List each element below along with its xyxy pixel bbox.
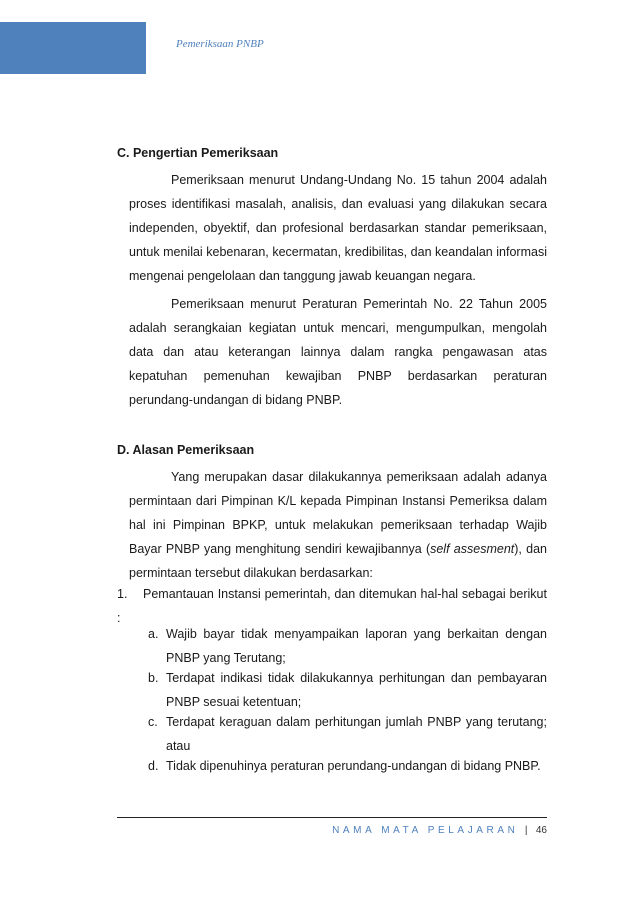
section-d-paragraph-end: ), dan permintaan tersebut dilakukan berdasarkan: [129,542,548,580]
sub-item-text: Wajib bayar tidak menyampaikan laporan yang berkaitan dengan PNBP yang Terutang; [166,627,547,665]
item-text: Pemantauan Instansi pemerintah, dan ditemukan hal-hal sebagai berikut : [117,587,547,625]
section-c-paragraph-1 [129,168,547,288]
section-c-paragraph-2 [129,292,547,412]
sub-item-letter: c. [148,715,158,729]
section-d-heading: D. Alasan Pemeriksaan [117,443,255,457]
section-d-italic-term: self assesment [430,542,515,556]
sub-item-text: Tidak dipenuhinya peraturan perundang-undangan di bidang PNBP. [166,759,541,773]
sub-item-letter: a. [148,627,159,641]
sub-item-text: Terdapat keraguan dalam perhitungan jumlah PNBP yang terutang; atau [166,715,547,753]
sub-item-b [148,666,547,714]
item-number: 1. [117,587,128,601]
footer-separator: | [524,825,528,836]
running-header: Pemeriksaan PNBP [176,38,264,50]
sub-item-c [148,710,547,758]
footer-subject: NAMA MATA PELAJARAN [332,825,519,836]
sub-item-text: Terdapat indikasi tidak dilakukannya perhitungan dan pembayaran PNBP sesuai ketentuan; [166,671,547,709]
page-number: 46 [535,825,547,836]
section-d-paragraph-text: Yang merupakan dasar dilakukannya pemeriksaan adalah adanya permintaan dari Pimpinan K/L kepada Pimpinan Instansi Pemeriksa dalam hal ini Pimpinan BPKP, untuk melakukan pemeriksaan terhadap Wajib Bayar PNBP yang menghitung sendiri kewajibannya ( [129,470,547,556]
sub-item-a [148,622,547,670]
section-c-paragraph-1-text: Pemeriksaan menurut Undang-Undang No. 15 tahun 2004 adalah proses identifikasi masalah, analisis, dan evaluasi yang dilakukan secara independen, obyektif, dan profesional berdasarkan standar pemeriksaan, untuk menilai kebenaran, kecermatan, kredibilitas, dan keandalan informasi mengenai pengelolaan dan tanggung jawab keuangan negara. [129,173,547,283]
sub-item-d [148,754,547,778]
sub-item-letter: b. [148,671,159,685]
footer [332,825,547,836]
section-d-paragraph-1 [129,465,547,585]
header-color-block [0,22,146,74]
section-c-paragraph-2-text: Pemeriksaan menurut Peraturan Pemerintah No. 22 Tahun 2005 adalah serangkaian kegiatan untuk mencari, mengumpulkan, mengolah data dan atau keterangan lainnya dalam rangka pengawasan atas kepatuhan pemenuhan kewajiban PNBP berdasarkan peraturan perundang-undangan di bidang PNBP. [129,297,547,407]
section-c-heading: C. Pengertian Pemeriksaan [117,146,279,160]
footer-rule [117,817,547,818]
sub-item-letter: d. [148,759,159,773]
